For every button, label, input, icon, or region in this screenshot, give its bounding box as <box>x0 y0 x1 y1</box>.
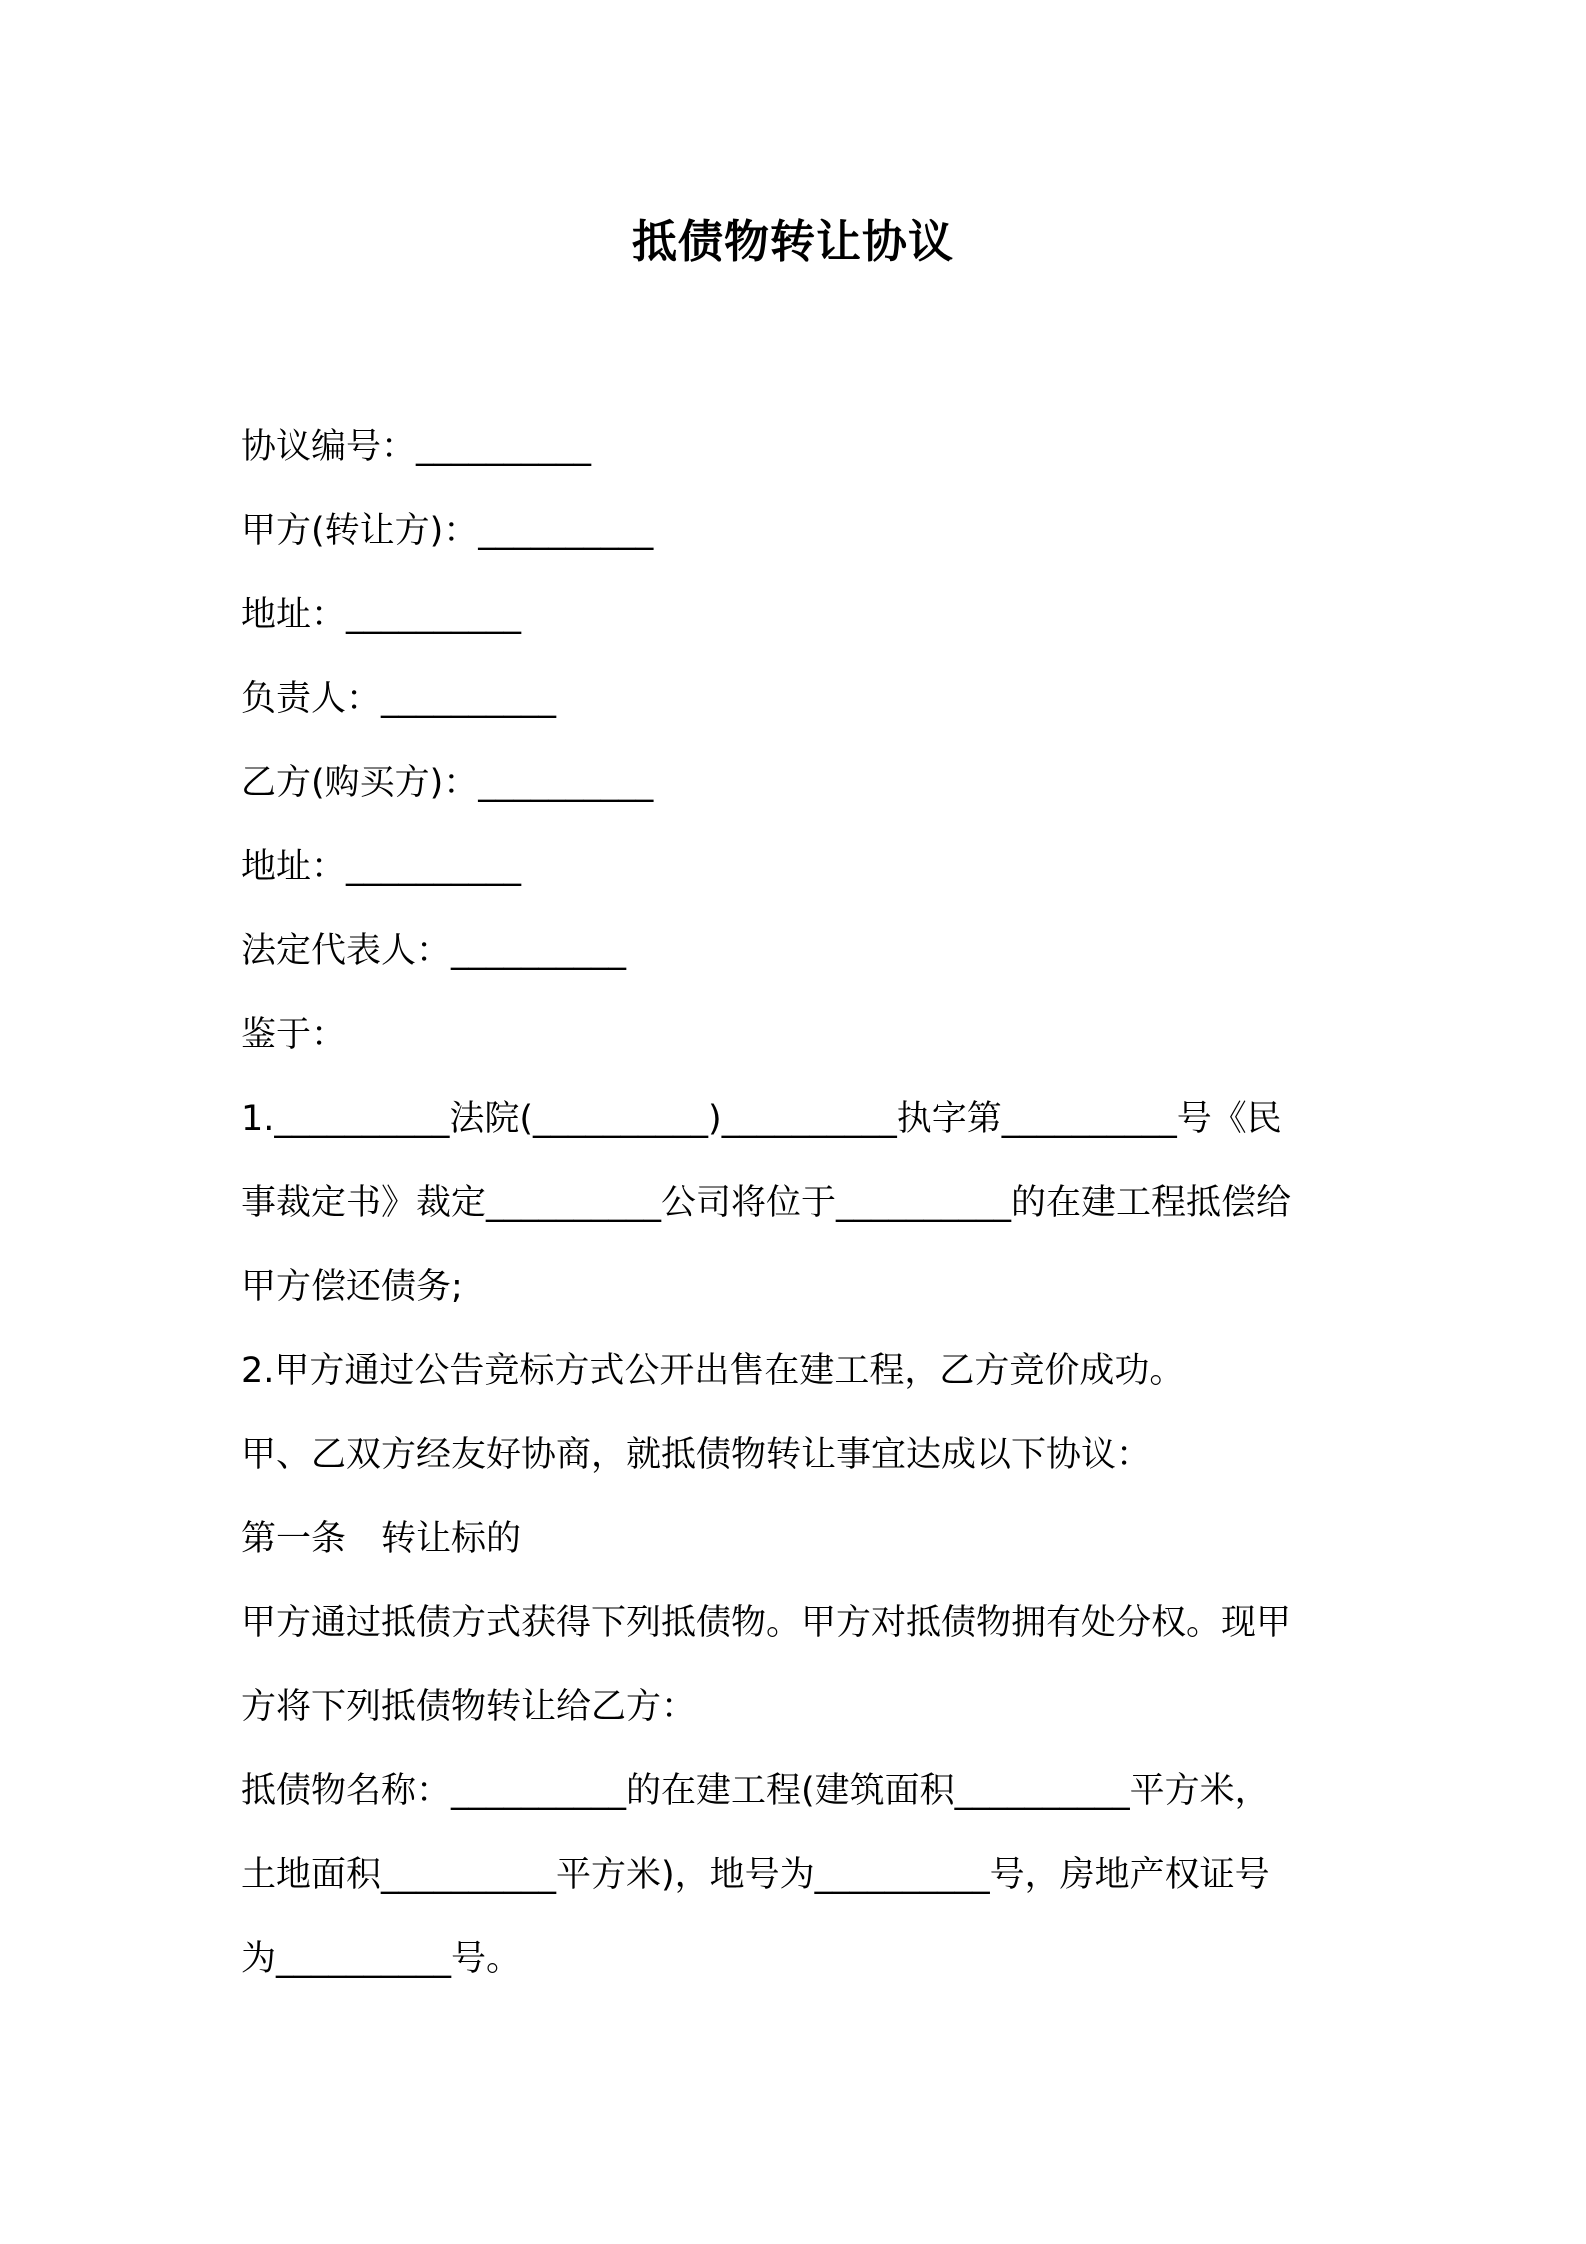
legal-representative-line: 法定代表人：__________ <box>241 931 627 971</box>
agreement-number-line: 协议编号：__________ <box>241 427 592 467</box>
collateral-name-line-1: 抵债物名称：__________的在建工程(建筑面积__________平方米， <box>241 1771 1270 1811</box>
article-1-paragraph-line-1: 甲方通过抵债方式获得下列抵债物。甲方对抵债物拥有处分权。现甲 <box>241 1603 1292 1643</box>
agreement-preamble-line: 甲、乙双方经友好协商，就抵债物转让事宜达成以下协议： <box>241 1435 1152 1475</box>
party-b-address-line: 地址：__________ <box>241 847 522 887</box>
article-1-paragraph-line-2: 方将下列抵债物转让给乙方： <box>241 1687 697 1727</box>
article-1-heading: 第一条 转让标的 <box>241 1519 522 1559</box>
recital-2-line: 2.甲方通过公告竞标方式公开出售在建工程，乙方竞价成功。 <box>241 1351 1185 1391</box>
collateral-name-line-2: 土地面积__________平方米)，地号为__________号，房地产权证号 <box>241 1855 1270 1895</box>
recital-1-line-2: 事裁定书》裁定__________公司将位于__________的在建工程抵偿给 <box>241 1183 1292 1223</box>
document-title: 抵债物转让协议 <box>631 215 954 268</box>
document-body <box>241 405 1356 2001</box>
recital-1-line-3: 甲方偿还债务; <box>241 1267 463 1307</box>
party-a-responsible-person-line: 负责人：__________ <box>241 679 557 719</box>
whereas-heading: 鉴于： <box>241 1015 347 1055</box>
collateral-name-line-3: 为__________号。 <box>241 1939 522 1979</box>
party-b-line: 乙方(购买方)：__________ <box>241 763 654 803</box>
party-a-address-line: 地址：__________ <box>241 595 522 635</box>
recital-1-line-1: 1.__________法院(__________)__________执字第__________号《民 <box>241 1099 1282 1139</box>
party-a-line: 甲方(转让方)：__________ <box>241 511 654 551</box>
